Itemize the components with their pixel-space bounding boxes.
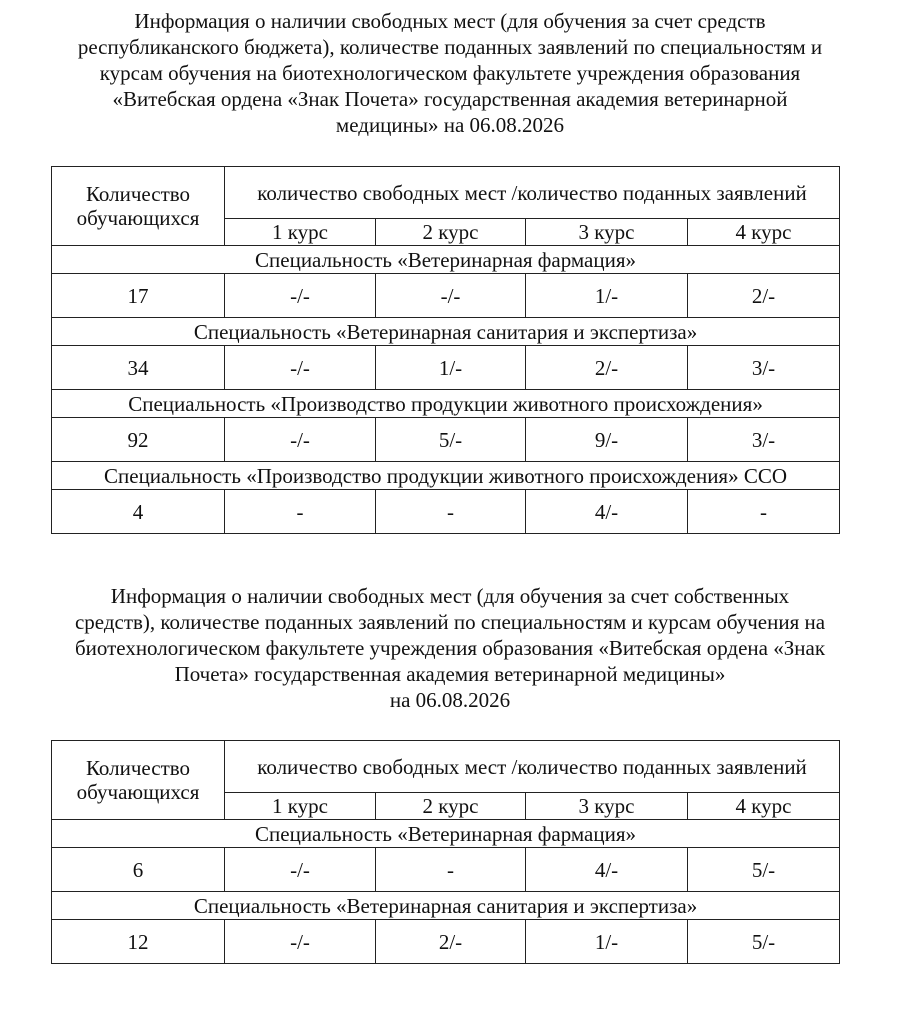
specialty-title: Специальность «Производство продукции животного происхождения»	[52, 390, 840, 418]
students-count-cell: 92	[52, 418, 225, 462]
header-course-4: 4 курс	[688, 219, 840, 246]
course-3-cell: 9/-	[526, 418, 688, 462]
course-1-cell: -/-	[225, 346, 376, 390]
course-3-cell: 4/-	[526, 848, 688, 892]
table-header-row	[52, 167, 840, 219]
header-students-count: Количество обучающихся	[52, 741, 225, 820]
budget-places-heading	[0, 8, 900, 138]
header-course-2: 2 курс	[376, 219, 526, 246]
heading-line: биотехнологическом факультете учреждения образования «Витебская ордена «Знак	[74, 636, 826, 660]
heading-line: Почета» государственная академия ветеринарной медицины»	[174, 662, 726, 686]
heading-line: на 06.08.2026	[389, 688, 511, 712]
course-1-cell: -/-	[225, 920, 376, 964]
table-row	[52, 490, 840, 534]
paid-places-table	[51, 740, 840, 964]
heading-line: медицины» на 06.08.2026	[335, 113, 565, 137]
heading-line: «Витебская ордена «Знак Почета» государственная академия ветеринарной	[112, 87, 788, 111]
table-row	[52, 920, 840, 964]
header-places-applications: количество свободных мест /количество поданных заявлений	[225, 167, 840, 219]
course-2-cell: -/-	[376, 274, 526, 318]
specialty-row	[52, 462, 840, 490]
header-course-4: 4 курс	[688, 793, 840, 820]
heading-line: средств), количестве поданных заявлений по специальностям и курсам обучения на	[74, 610, 826, 634]
heading-line: Информация о наличии свободных мест (для обучения за счет собственных	[110, 584, 790, 608]
course-1-cell: -	[225, 490, 376, 534]
header-students-count: Количество обучающихся	[52, 167, 225, 246]
course-3-cell: 4/-	[526, 490, 688, 534]
course-4-cell: 5/-	[688, 920, 840, 964]
specialty-row	[52, 390, 840, 418]
header-course-1: 1 курс	[225, 793, 376, 820]
specialty-row	[52, 318, 840, 346]
specialty-row	[52, 820, 840, 848]
budget-places-table	[51, 166, 840, 534]
course-4-cell: 5/-	[688, 848, 840, 892]
course-1-cell: -/-	[225, 274, 376, 318]
specialty-title: Специальность «Ветеринарная санитария и экспертиза»	[52, 892, 840, 920]
course-4-cell: 3/-	[688, 418, 840, 462]
course-2-cell: -	[376, 848, 526, 892]
specialty-title: Специальность «Ветеринарная фармация»	[52, 246, 840, 274]
course-4-cell: 2/-	[688, 274, 840, 318]
specialty-title: Специальность «Производство продукции животного происхождения» ССО	[52, 462, 840, 490]
students-count-cell: 34	[52, 346, 225, 390]
table-row	[52, 346, 840, 390]
header-course-3: 3 курс	[526, 219, 688, 246]
heading-line: республиканского бюджета), количестве поданных заявлений по специальностям и	[77, 35, 823, 59]
course-2-cell: -	[376, 490, 526, 534]
table-header-row	[52, 741, 840, 793]
course-2-cell: 1/-	[376, 346, 526, 390]
specialty-title: Специальность «Ветеринарная санитария и экспертиза»	[52, 318, 840, 346]
course-4-cell: -	[688, 490, 840, 534]
specialty-row	[52, 246, 840, 274]
students-count-cell: 6	[52, 848, 225, 892]
students-count-cell: 4	[52, 490, 225, 534]
table-row	[52, 274, 840, 318]
header-course-3: 3 курс	[526, 793, 688, 820]
header-places-applications: количество свободных мест /количество поданных заявлений	[225, 741, 840, 793]
students-count-cell: 12	[52, 920, 225, 964]
specialty-title: Специальность «Ветеринарная фармация»	[52, 820, 840, 848]
header-course-1: 1 курс	[225, 219, 376, 246]
course-1-cell: -/-	[225, 848, 376, 892]
course-4-cell: 3/-	[688, 346, 840, 390]
course-3-cell: 1/-	[526, 920, 688, 964]
heading-line: Информация о наличии свободных мест (для обучения за счет средств	[134, 9, 766, 33]
specialty-row	[52, 892, 840, 920]
header-course-2: 2 курс	[376, 793, 526, 820]
course-2-cell: 5/-	[376, 418, 526, 462]
students-count-cell: 17	[52, 274, 225, 318]
table-row	[52, 848, 840, 892]
course-2-cell: 2/-	[376, 920, 526, 964]
course-3-cell: 1/-	[526, 274, 688, 318]
heading-line: курсам обучения на биотехнологическом факультете учреждения образования	[99, 61, 801, 85]
paid-places-heading	[0, 583, 900, 713]
course-1-cell: -/-	[225, 418, 376, 462]
course-3-cell: 2/-	[526, 346, 688, 390]
table-row	[52, 418, 840, 462]
